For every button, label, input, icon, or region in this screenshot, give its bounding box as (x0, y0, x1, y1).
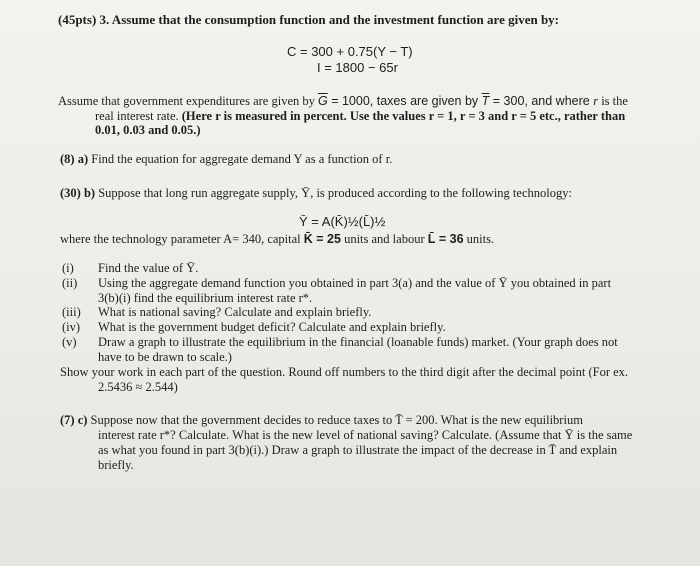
assume-text-2: = 1000, taxes are given by (327, 94, 482, 108)
part-c-text-1: Suppose now that the government decides to reduce taxes to T̄ = 200. What is the new equilibrium (90, 413, 583, 427)
capital-value: K̄ = 25 (303, 232, 341, 246)
part-c-line-2: interest rate r*? Calculate. What is the new level of national saving? Calculate. (Assume that Ȳ is the same (98, 428, 633, 442)
where-text-2: units and labour (340, 232, 428, 246)
consumption-equation: C = 300 + 0.75(Y − T) (287, 44, 413, 59)
where-text-3: units. (463, 232, 495, 246)
production-function: Ȳ = A(K̄)½(L̄)½ (299, 214, 386, 229)
item-iii-text: What is national saving? Calculate and explain briefly. (98, 305, 372, 319)
part-a-label: (8) a) (60, 152, 89, 166)
item-v-text-cont: have to be drawn to scale.) (98, 350, 232, 364)
assume-line2-bold: (Here r is measured in percent. Use the values r = 1, r = 3 and r = 5 etc., rather than (181, 109, 626, 123)
assumption-line-2 (95, 109, 625, 124)
part-c-line-3: as what you found in part 3(b)(i).) Draw a graph to illustrate the impact of the decrease in T̄ and explain (98, 443, 618, 457)
assume-text-3: = 300, and where (489, 94, 594, 108)
item-ii-number: (ii) (62, 276, 78, 290)
assume-text-4: is the (598, 94, 628, 108)
t-symbol: $\overline{T}$ (481, 94, 490, 108)
r-symbol: r (593, 94, 599, 108)
part-c-line-4: briefly. (98, 458, 134, 472)
investment-equation: I = 1800 − 65r (317, 60, 398, 75)
part-a-text: Find the equation for aggregate demand Y as a function of r. (91, 152, 393, 166)
item-v-number: (v) (62, 335, 77, 349)
item-iv-text: What is the government budget deficit? Calculate and explain briefly. (98, 320, 446, 334)
g-symbol: $\overline{G}$ (318, 94, 328, 108)
where-line (60, 232, 494, 247)
item-ii-text-cont: 3(b)(i) find the equilibrium interest rate r*. (98, 291, 313, 305)
part-a (60, 152, 392, 167)
assumption-line-3: 0.01, 0.03 and 0.05.) (95, 123, 201, 137)
question-header: (45pts) 3. Assume that the consumption function and the investment function are given by: (58, 12, 560, 27)
part-b (60, 186, 572, 201)
part-c-label: (7) c) (60, 413, 88, 427)
where-text-1: where the technology parameter A= 340, capital (60, 232, 304, 246)
show-work-line-2: 2.5436 ≈ 2.544) (98, 380, 178, 394)
show-work-line-1: Show your work in each part of the question. Round off numbers to the third digit after the decimal point (For ex. (60, 365, 629, 379)
item-iv-number: (iv) (62, 320, 81, 334)
item-v-text: Draw a graph to illustrate the equilibrium in the financial (loanable funds) market. (Your graph does not (98, 335, 618, 349)
assume-text-1: Assume that government expenditures are given by (58, 94, 318, 108)
item-i-number: (i) (62, 261, 74, 275)
part-b-label: (30) b) (60, 186, 96, 200)
item-ii-text: Using the aggregate demand function you obtained in part 3(a) and the value of Ȳ you obtained in part (98, 276, 612, 290)
labour-value: L̄ = 36 (427, 232, 464, 246)
item-iii-number: (iii) (62, 305, 81, 319)
assumption-line-1 (58, 94, 628, 109)
part-c-line-1 (60, 413, 583, 428)
item-i-text: Find the value of Ȳ. (98, 261, 199, 275)
assume-line2-plain: real interest rate. (95, 109, 182, 123)
part-b-text: Suppose that long run aggregate supply, Ȳ, is produced according to the following technology: (98, 186, 572, 200)
